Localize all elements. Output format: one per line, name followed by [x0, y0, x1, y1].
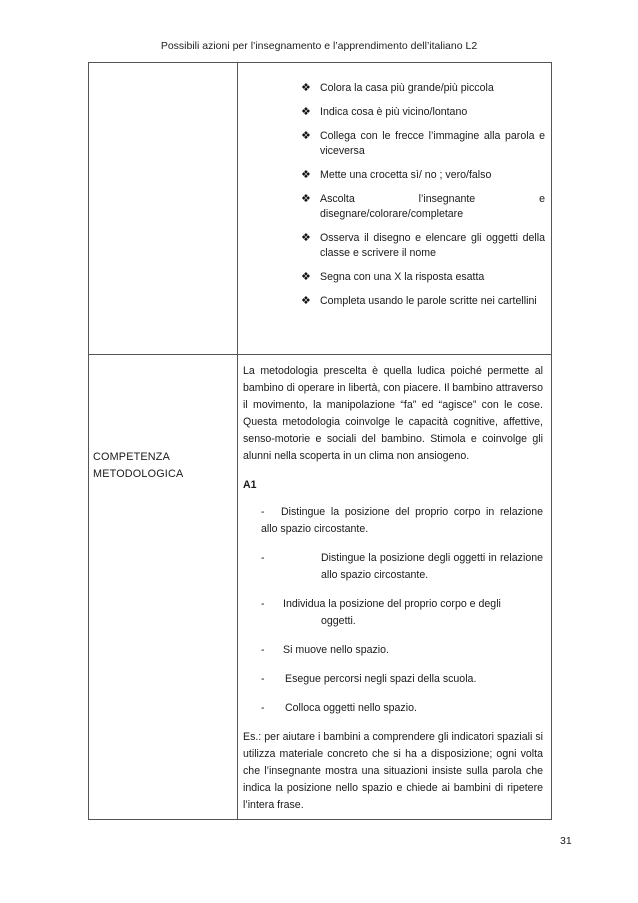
list-item: ❖ Osserva il disegno e elencare gli oggetti della classe e scrivere il nome — [301, 232, 545, 259]
list-item: - Esegue percorsi negli spazi della scuola. — [243, 671, 543, 688]
methodology-intro: La metodologia prescelta è quella ludica poiché permette al bambino di operare in libertà, con piacere. Il bambino attraverso il movimento, la manipolazione “fa” ed “agisce” con le cose. Questa metodologia coinvolge le capacità cognitive, affettive, senso-motorie e sociali del bambino. Stimola e coinvolge gli alunni nella scoperta in un clima non ansiogeno. — [243, 365, 543, 462]
list-item: ❖ Completa usando le parole scritte nei cartellini — [301, 295, 537, 307]
dash-bullet-icon: - — [261, 506, 265, 518]
list-item: - Distingue la posizione del proprio corpo in relazione allo spazio circostante. — [261, 506, 543, 535]
diamond-bullet-icon: ❖ — [301, 106, 311, 118]
content-table — [88, 62, 552, 820]
diamond-bullet-icon: ❖ — [301, 232, 311, 244]
dash-bullet-icon: - — [261, 552, 265, 564]
activity-list — [301, 81, 545, 318]
diamond-bullet-icon: ❖ — [301, 193, 311, 205]
example-paragraph: Es.: per aiutare i bambini a comprendere gli indicatori spaziali si utilizza materiale concreto che si ha a disposizione; ogni volta che l’insegnante mostra una situazioni insiste sulla parola che indica la posizione nello spazio e chiede ai bambini di ripetere l’intera frase. — [243, 731, 543, 811]
diamond-bullet-icon: ❖ — [301, 295, 311, 307]
list-item: - Distingue la posizione degli oggetti in relazione allo spazio circostante. — [261, 552, 543, 581]
diamond-bullet-icon: ❖ — [301, 169, 311, 181]
methodology-cell — [243, 363, 543, 814]
dash-bullet-icon: - — [261, 598, 265, 610]
table-row — [89, 63, 551, 355]
diamond-bullet-icon: ❖ — [301, 271, 311, 283]
diamond-bullet-icon: ❖ — [301, 130, 311, 142]
list-item: - Colloca oggetti nello spazio. — [243, 700, 543, 717]
list-item: ❖ Ascolta l’insegnante e disegnare/colorare/completare — [301, 193, 545, 220]
table-row — [89, 355, 551, 819]
level-heading: A1 — [243, 479, 257, 491]
dash-bullet-icon: - — [261, 673, 265, 685]
dash-bullet-icon: - — [261, 644, 265, 656]
page-number: 31 — [560, 835, 572, 847]
list-item: ❖ Mette una crocetta sì/ no ; vero/falso — [301, 169, 492, 181]
competence-label: COMPETENZA METODOLOGICA — [93, 451, 184, 480]
dash-bullet-icon: - — [261, 702, 265, 714]
list-item: - Si muove nello spazio. — [243, 642, 543, 659]
list-item: ❖ Indica cosa è più vicino/lontano — [301, 106, 468, 118]
list-item: ❖ Colora la casa più grande/più piccola — [301, 82, 494, 94]
list-item: ❖ Segna con una X la risposta esatta — [301, 271, 485, 283]
list-item: ❖ Collega con le frecce l’immagine alla parola e viceversa — [301, 130, 545, 157]
page-header: Possibili azioni per l’insegnamento e l’apprendimento dell’italiano L2 — [160, 40, 478, 52]
diamond-bullet-icon: ❖ — [301, 82, 311, 94]
list-item: - Individua la posizione del proprio corpo e degli oggetti. — [261, 598, 501, 627]
